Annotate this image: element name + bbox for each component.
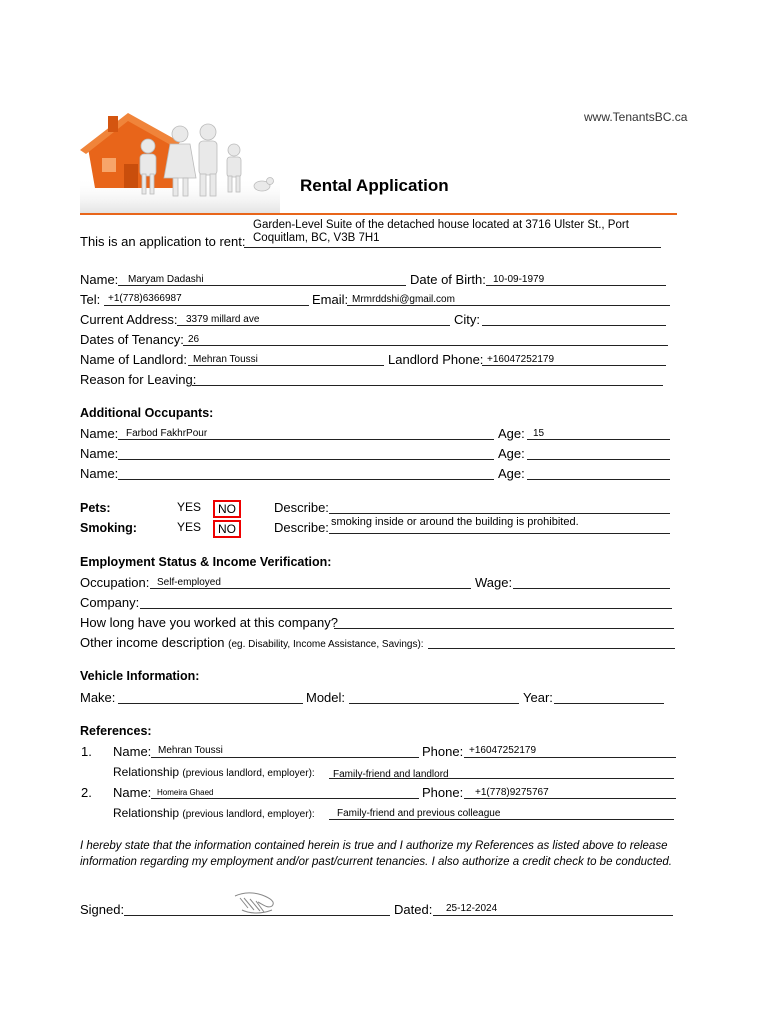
handwritten-signature[interactable] — [232, 890, 280, 916]
name-field[interactable]: Maryam Dadashi — [128, 274, 204, 285]
reference-1-phone-label: Phone: — [422, 744, 464, 759]
property-label: This is an application to rent: — [80, 234, 246, 249]
dated-label: Dated: — [394, 902, 433, 917]
occupation-label: Occupation: — [80, 575, 150, 590]
reference-2-relationship-text: Relationship — [113, 806, 180, 820]
tenancy-underline — [183, 345, 668, 346]
pets-no-option[interactable]: NO — [213, 500, 241, 518]
reference-2-name-underline — [151, 798, 419, 799]
year-underline — [554, 703, 664, 704]
other-income-hint: (eg. Disability, Income Assistance, Savings): — [228, 639, 424, 650]
reference-2-relationship-label — [113, 806, 315, 820]
reference-2-phone-underline — [464, 798, 676, 799]
reference-1-relationship-field[interactable]: Family-friend and landlord — [333, 769, 449, 780]
property-value-line1[interactable]: Garden-Level Suite of the detached house located at 3716 Ulster St., Port — [253, 219, 629, 231]
smoking-yes-option[interactable]: YES — [177, 520, 202, 534]
family-house-logo — [80, 108, 280, 213]
how-long-label: How long have you worked at this company? — [80, 615, 338, 630]
address-label: Current Address: — [80, 312, 178, 327]
address-underline — [177, 325, 450, 326]
vehicle-heading: Vehicle Information: — [80, 669, 200, 683]
email-field[interactable]: Mrmrddshi@gmail.com — [352, 294, 455, 305]
smoking-describe-field[interactable]: smoking inside or around the building is prohibited. — [331, 516, 579, 528]
occupant-1-name-label: Name: — [80, 426, 119, 441]
declaration-text: I hereby state that the information contained herein is true and I authorize my References as listed above to release information regarding my employment and/or past/current tenancies. I also authorize a credit check to be conducted. — [80, 840, 672, 868]
company-underline — [140, 608, 672, 609]
form-title: Rental Application — [300, 176, 449, 195]
dob-underline — [486, 285, 666, 286]
property-underline — [244, 247, 661, 248]
reference-2-relationship-underline — [329, 819, 674, 820]
dob-field[interactable]: 10-09-1979 — [493, 274, 545, 285]
dob-label: Date of Birth: — [410, 272, 486, 287]
date-field[interactable]: 25-12-2024 — [446, 903, 498, 914]
city-label: City: — [454, 312, 480, 327]
model-label: Model: — [306, 690, 346, 705]
smoking-label: Smoking: — [80, 521, 137, 535]
reference-1-name-field[interactable]: Mehran Toussi — [158, 745, 223, 756]
reference-2-number: 2. — [81, 785, 92, 800]
other-income-underline — [428, 648, 675, 649]
name-underline — [118, 285, 406, 286]
reference-1-name-label: Name: — [113, 744, 152, 759]
occupant-1-age-field[interactable]: 15 — [533, 428, 545, 439]
other-income-label-text: Other income description — [80, 635, 225, 650]
model-underline — [349, 703, 519, 704]
wage-label: Wage: — [475, 575, 513, 590]
reference-1-number: 1. — [81, 744, 92, 759]
reason-label: Reason for Leaving: — [80, 372, 197, 387]
landlord-phone-label: Landlord Phone: — [388, 352, 484, 367]
reference-2-phone-field[interactable]: +1(778)9275767 — [475, 787, 549, 798]
how-long-underline — [334, 628, 674, 629]
address-field[interactable]: 3379 millard ave — [186, 314, 260, 325]
landlord-underline — [188, 365, 384, 366]
tenancy-label: Dates of Tenancy: — [80, 332, 184, 347]
tel-label: Tel: — [80, 292, 101, 307]
occupant-1-name-field[interactable]: Farbod FakhrPour — [126, 428, 208, 439]
reference-2-name-field[interactable]: Homeira Ghaed — [157, 788, 214, 797]
landlord-phone-underline — [482, 365, 666, 366]
occupants-heading: Additional Occupants: — [80, 406, 214, 420]
website-url: www.TenantsBC.ca — [584, 110, 688, 124]
occupant-3-age-underline — [527, 479, 670, 480]
tenancy-field[interactable]: 26 — [188, 334, 200, 345]
reference-1-phone-field[interactable]: +16047252179 — [469, 745, 537, 756]
reference-1-relationship-label — [113, 765, 315, 779]
email-label: Email: — [312, 292, 349, 307]
reason-underline — [192, 385, 663, 386]
occupant-1-age-label: Age: — [498, 426, 525, 441]
pets-describe-underline — [329, 513, 670, 514]
reference-1-relationship-text: Relationship — [113, 765, 180, 779]
occupant-2-name-label: Name: — [80, 446, 119, 461]
date-underline — [433, 915, 673, 916]
wage-underline — [513, 588, 670, 589]
landlord-field[interactable]: Mehran Toussi — [193, 354, 258, 365]
occupant-3-age-label: Age: — [498, 466, 525, 481]
employment-heading: Employment Status & Income Verification: — [80, 555, 332, 569]
reference-2-relationship-hint: (previous landlord, employer): — [182, 809, 315, 820]
smoking-describe-label: Describe: — [274, 520, 329, 535]
smoking-no-option[interactable]: NO — [213, 520, 241, 538]
tel-field[interactable]: +1(778)6366987 — [108, 293, 182, 304]
references-heading: References: — [80, 724, 152, 738]
occupation-underline — [150, 588, 471, 589]
pets-yes-option[interactable]: YES — [177, 500, 202, 514]
year-label: Year: — [523, 690, 553, 705]
occupation-field[interactable]: Self-employed — [157, 577, 221, 588]
occupant-2-age-underline — [527, 459, 670, 460]
occupant-2-name-underline — [118, 459, 494, 460]
property-value-line2[interactable]: Coquitlam, BC, V3B 7H1 — [253, 232, 380, 244]
email-underline — [347, 305, 670, 306]
occupant-3-name-label: Name: — [80, 466, 119, 481]
smoking-describe-underline — [329, 533, 670, 534]
reference-2-phone-label: Phone: — [422, 785, 464, 800]
header-divider — [80, 213, 677, 215]
landlord-phone-field[interactable]: +16047252179 — [487, 354, 555, 365]
reference-2-relationship-field[interactable]: Family-friend and previous colleague — [337, 808, 501, 819]
pets-label: Pets: — [80, 501, 111, 515]
occupant-1-name-underline — [118, 439, 494, 440]
occupant-2-age-label: Age: — [498, 446, 525, 461]
occupant-1-age-underline — [527, 439, 670, 440]
occupant-3-name-underline — [118, 479, 494, 480]
reference-1-name-underline — [151, 757, 419, 758]
company-label: Company: — [80, 595, 140, 610]
pets-describe-label: Describe: — [274, 500, 329, 515]
reference-2-name-label: Name: — [113, 785, 152, 800]
name-label: Name: — [80, 272, 119, 287]
make-label: Make: — [80, 690, 116, 705]
city-underline — [482, 325, 666, 326]
make-underline — [118, 703, 303, 704]
other-income-label — [80, 635, 424, 650]
tel-underline — [104, 305, 309, 306]
signed-label: Signed: — [80, 902, 125, 917]
landlord-label: Name of Landlord: — [80, 352, 187, 367]
reference-1-phone-underline — [464, 757, 676, 758]
reference-1-relationship-hint: (previous landlord, employer): — [182, 768, 315, 779]
